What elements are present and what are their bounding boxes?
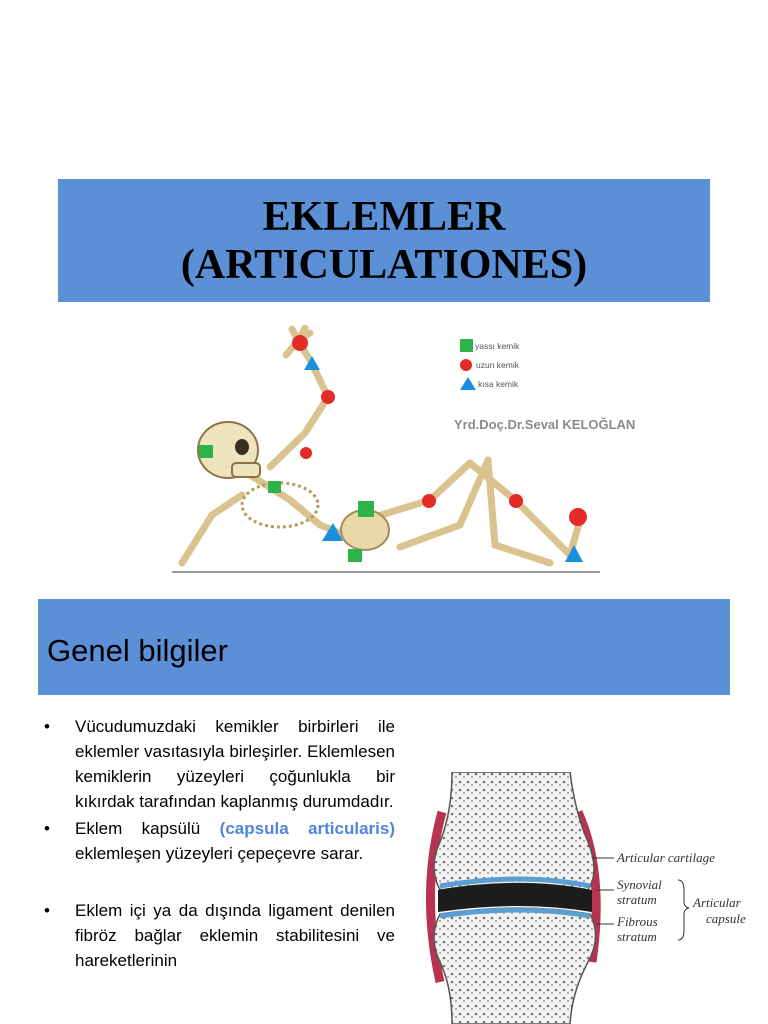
legend-item-flat xyxy=(460,336,519,355)
legend-item-short xyxy=(460,374,519,393)
bullet-text: Vücudumuzdaki kemikler birbirleri ile eklemler vasıtasıyla birleşirler. Eklemlesen kemiklerin yüzeyleri çoğunlukla bir kıkırdak tarafından kaplanmış durumdadır. xyxy=(75,717,395,811)
marker-long-foot xyxy=(569,508,587,526)
bullet-item xyxy=(44,714,395,814)
title-banner xyxy=(58,179,710,302)
raised-arm-bones xyxy=(270,341,328,467)
capsule-brace xyxy=(678,880,689,940)
bullet-list xyxy=(44,714,395,975)
author-credit: Yrd.Doç.Dr.Seval KELOĞLAN xyxy=(454,417,636,432)
joint-diagram xyxy=(410,772,762,1024)
upper-bone xyxy=(434,772,594,890)
marker-long-humerus xyxy=(300,447,312,459)
label-synovial-stratum: stratum xyxy=(617,892,657,907)
highlight-term: (capsula articularis) xyxy=(219,819,395,838)
marker-long-femur xyxy=(422,494,436,508)
section-banner xyxy=(38,599,730,695)
legend-item-long xyxy=(460,355,519,374)
marker-long-hand xyxy=(292,335,308,351)
section-title: Genel bilgiler xyxy=(47,633,228,668)
title-line-2: (ARTICULATIONES) xyxy=(180,241,588,288)
support-arm-bones xyxy=(182,495,242,563)
legend-label-long: uzun kemik xyxy=(476,359,519,370)
legend-label-flat: yassı kemik xyxy=(475,340,520,351)
eye-socket xyxy=(235,439,249,455)
label-fibrous: Fibrous xyxy=(617,914,658,929)
label-capsule: capsule xyxy=(706,911,746,926)
label-articular-cartilage: Articular cartilage xyxy=(617,850,715,865)
marker-flat-sternum xyxy=(268,481,281,493)
label-articular: Articular xyxy=(693,895,741,910)
bullet-text: Eklem içi ya da dışında ligament denilen fibröz bağlar eklemin stabilitesini ve hareketlerinin xyxy=(75,901,395,970)
thigh-bones xyxy=(365,463,470,520)
title-line-1: EKLEMLER xyxy=(262,193,506,240)
bullet-item xyxy=(44,816,395,866)
marker-long-tibia xyxy=(509,494,523,508)
marker-flat-skull xyxy=(199,445,213,458)
label-fibrous-stratum: stratum xyxy=(617,929,657,944)
jaw xyxy=(232,463,260,477)
bullet-item xyxy=(44,898,395,973)
lower-bone xyxy=(434,908,596,1024)
bullet-text-pre: Eklem kapsülü xyxy=(75,819,220,838)
skeleton-figure xyxy=(170,325,602,577)
marker-flat-sacrum xyxy=(348,549,362,562)
red-circle-icon xyxy=(460,359,472,371)
blue-triangle-icon xyxy=(460,377,476,390)
marker-long-forearm xyxy=(321,390,335,404)
label-synovial: Synovial xyxy=(617,877,662,892)
marker-flat-pelvis xyxy=(358,501,374,517)
legend-label-short: kısa kemik xyxy=(478,378,519,389)
bullet-text-post: eklemleşen yüzeyleri çepeçevre sarar. xyxy=(75,844,364,863)
bone-legend xyxy=(460,336,519,393)
shin-bones xyxy=(470,463,570,555)
green-square-icon xyxy=(460,339,473,352)
